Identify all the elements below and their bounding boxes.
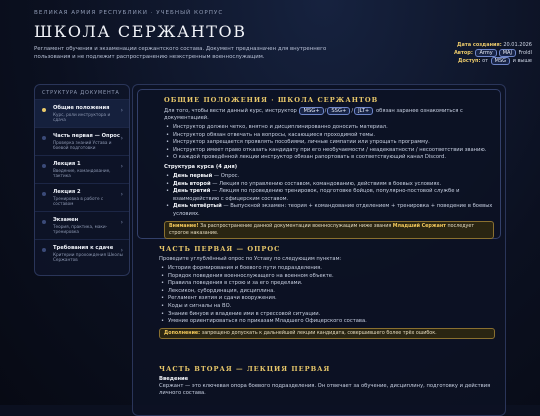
sidebar-item-lecture-2[interactable]: Лекция 2 Тренировка в работе с составом › (35, 183, 129, 211)
general-intro: Для того, чтобы вести данный курс, инструктор MSG+ / SSG+ / JLT+ обязан заранее ознакомиться с документацией. (164, 108, 463, 121)
author-chip: Army (475, 49, 496, 57)
bullet-icon (42, 192, 46, 196)
rank-chip: SSG+ (327, 107, 350, 115)
general-section (164, 96, 494, 239)
page-title: ШКОЛА СЕРЖАНТОВ (34, 22, 247, 41)
warning-callout: Внимание! За распространение данной документации военнослужащим ниже звания Младший Сержант последует строгое наказание. (164, 221, 494, 239)
survey-topics-list (159, 265, 495, 326)
sidebar-item-general[interactable]: Общие положения Курс, роли инструктора и сдача › (35, 99, 129, 127)
list-item: • История формирования и боевого пути подразделения. (159, 265, 495, 273)
section-title: ОБЩИЕ ПОЛОЖЕНИЯ · ШКОЛА СЕРЖАНТОВ (164, 96, 379, 104)
list-item: • Регламент взятия и сдачи вооружения. (159, 295, 495, 303)
course-days-list (164, 173, 494, 219)
rank-chip: MSG+ (299, 107, 323, 115)
chevron-right-icon: › (120, 107, 123, 114)
bullet-icon (42, 108, 46, 112)
bullet-icon (42, 164, 46, 168)
sidebar-heading: СТРУКТУРА ДОКУМЕНТА (42, 90, 120, 96)
chevron-right-icon: › (120, 219, 123, 226)
bullet-icon (42, 248, 46, 252)
meta-access: Доступ: от MSG и выше (458, 58, 532, 64)
list-item: • О каждой проведённой лекции инструктор обязан рапортовать в соответствующий канал Discord. (164, 154, 494, 162)
list-item: • Умение ориентироваться по приказам Младшего Офицерского состава. (159, 318, 495, 326)
sidebar-item-lecture-1[interactable]: Лекция 1 Введение, командование, тактика › (35, 155, 129, 183)
document-structure-sidebar (34, 84, 130, 276)
chevron-right-icon: › (120, 163, 123, 170)
document-content (132, 84, 506, 416)
access-chip: MSG (491, 57, 510, 65)
list-item: • Знание бинуов и владение ими в стрессовой ситуации. (159, 311, 495, 319)
list-item: • День первый — Опрос. (164, 173, 494, 181)
list-item: • День третий — Лекция по проведению тренировок, подготовке бойцов, популярно-постовой службе и взаимодействию с офицерским составом. (164, 188, 494, 203)
chevron-right-icon: › (120, 247, 123, 254)
list-item: • Правила поведения в строю и за его пределами. (159, 280, 495, 288)
note-callout: Дополнение: запрещено допускать к дальнейшей лекции кандидата, совершившего более трёх ошибок. (159, 328, 495, 339)
part-two-text: Сержант — это ключевая опора боевого подразделения. Он отвечает за обучение, дисциплину, подготовку и действия личного состава. (159, 383, 491, 396)
list-item: • Инструктор имеет право отказать кандидату при его необучаемости / неадекватности / несоответствии званию. (164, 147, 494, 155)
chevron-right-icon: › (120, 135, 123, 142)
general-rules-list (164, 124, 494, 162)
part-one-section (159, 245, 495, 339)
structure-title: Структура курса (4 дня) (164, 163, 238, 170)
part-two-subtitle: Введение (159, 376, 189, 382)
sidebar-item-requirements[interactable]: Требования к сдаче Критерии прохождения Школы Сержантов › (35, 239, 129, 267)
sidebar-item-exam[interactable]: Экзамен Теория, практика, маки-тренировка › (35, 211, 129, 239)
chevron-right-icon: › (120, 191, 123, 198)
list-item: • Инструктор запрещается проявлять пособиями, личные симпатии или упрощать программу. (164, 139, 494, 147)
list-item: • Порядок поведения военнослужащего на военном объекте. (159, 273, 495, 281)
page-header (34, 10, 504, 61)
bullet-icon (42, 136, 46, 140)
header-kicker: ВЕЛИКАЯ АРМИЯ РЕСПУБЛИКИ · УЧЕБНЫЙ КОРПУС (34, 10, 224, 16)
list-item: • Инструктор должен четко, внятно и дисциплинированно доносить материал. (164, 124, 494, 132)
page-description: Регламент обучения и экзаменации сержантского состава. Документ предназначен для внутреннего пользования и не подлежит распространению неэкстренным военнослужащим. (34, 46, 327, 60)
part-one-intro: Проведите углублённый опрос по Уставу по следующим пунктам: (159, 256, 342, 262)
list-item: • Лексикон, субординация, дисциплина. (159, 288, 495, 296)
sidebar-item-part-one[interactable]: Часть первая — Опрос Проверка знаний Устава и боевой подготовки › (35, 127, 129, 155)
meta-author: Автор: Army MAJ Froldl (453, 50, 532, 56)
list-item: • День второй — Лекция по управлению составом, командованию, действиям в боевых условиях. (164, 181, 494, 189)
list-item: • Коды и сигналы на ВО. (159, 303, 495, 311)
rank-chip: JLT+ (354, 107, 373, 115)
part-two-section (159, 365, 495, 397)
list-item: • Инструктор обязан отвечать на вопросы, касающиеся проходимой темы. (164, 132, 494, 140)
document-meta (454, 42, 532, 65)
general-section-card (137, 89, 501, 239)
section-title: ЧАСТЬ ПЕРВАЯ — ОПРОС (159, 245, 281, 253)
list-item: • День четвёртый — Выпускной экзамен: теория + командование отделением + тренировка + поведение в боевых условиях. (164, 203, 494, 218)
author-chip: MAJ (499, 49, 516, 57)
meta-created: Дата создания: 20.01.2026 (457, 42, 532, 48)
section-title: ЧАСТЬ ВТОРАЯ — ЛЕКЦИЯ ПЕРВАЯ (159, 365, 331, 373)
bullet-icon (42, 220, 46, 224)
